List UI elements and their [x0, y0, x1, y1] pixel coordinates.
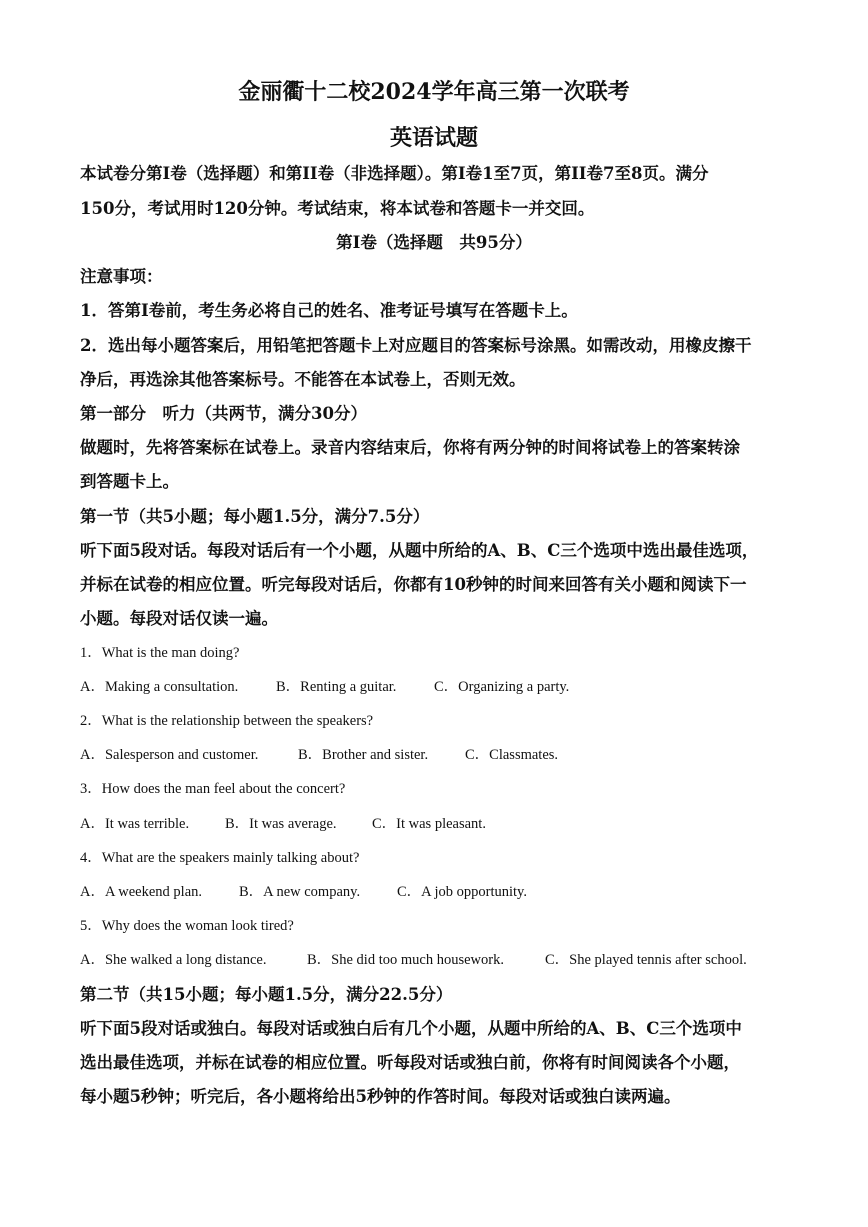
section1-heading: 第一节（共5小题；每小题1.5分，满分7.5分）	[80, 507, 430, 526]
question-1-option-b: B．Renting a guitar.	[276, 679, 397, 695]
section2-desc-line-1: 听下面5段对话或独白。每段对话或独白后有几个小题，从题中所给的A、B、C三个选项中	[80, 1019, 742, 1038]
question-3-option-a: A．It was terrible.	[80, 816, 190, 832]
notes-item-2-line-1: 2．选出每小题答案后，用铅笔把答题卡上对应题目的答案标号涂黑。如需改动，用橡皮擦干	[80, 336, 752, 355]
part1-heading: 第一部分 听力（共两节，满分30分）	[80, 404, 367, 423]
exam-subtitle: 英语试题	[389, 125, 478, 151]
question-2-option-b: B．Brother and sister.	[298, 747, 429, 763]
exam-title: 金丽衢十二校2024学年高三第一次联考	[238, 79, 630, 105]
question-2-text: 2．What is the relationship between the speakers?	[80, 713, 374, 729]
intro-line-2: 150分，考试用时120分钟。考试结束，将本试卷和答题卡一并交回。	[80, 199, 595, 218]
notes-item-2-line-2: 净后，再选涂其他答案标号。不能答在本试卷上，否则无效。	[80, 370, 526, 389]
question-5-option-a: A．She walked a long distance.	[80, 952, 267, 968]
section1-desc-line-2: 并标在试卷的相应位置。听完每段对话后，你都有10秒钟的时间来回答有关小题和阅读下一	[80, 575, 747, 594]
question-3-option-b: B．It was average.	[225, 816, 337, 832]
section1-desc-line-3: 小题。每段对话仅读一遍。	[80, 609, 278, 628]
question-2-option-c: C．Classmates.	[465, 747, 559, 763]
notes-heading: 注意事项：	[80, 267, 163, 286]
question-1-text: 1．What is the man doing?	[80, 645, 240, 661]
question-4-option-a: A．A weekend plan.	[80, 884, 203, 900]
part1-desc-line-2: 到答题卡上。	[80, 472, 179, 491]
section2-heading: 第二节（共15小题；每小题1.5分，满分22.5分）	[80, 985, 453, 1004]
question-3-option-c: C．It was pleasant.	[372, 816, 486, 832]
question-5-option-b: B．She did too much housework.	[307, 952, 504, 968]
question-3-text: 3．How does the man feel about the concert?	[80, 781, 346, 797]
part1-desc-line-1: 做题时，先将答案标在试卷上。录音内容结束后，你将有两分钟的时间将试卷上的答案转涂	[80, 438, 740, 457]
question-1-option-c: C．Organizing a party.	[434, 679, 570, 695]
intro-line-1: 本试卷分第I卷（选择题）和第II卷（非选择题）。第I卷1至7页，第II卷7至8页。满分	[80, 164, 709, 183]
section2-desc-line-2: 选出最佳选项，并标在试卷的相应位置。听每段对话或独白前，你将有时间阅读各个小题，	[80, 1053, 740, 1072]
question-5-text: 5．Why does the woman look tired?	[80, 918, 294, 934]
question-1-option-a: A．Making a consultation.	[80, 679, 239, 695]
section1-desc-line-1: 听下面5段对话。每段对话后有一个小题，从题中所给的A、B、C三个选项中选出最佳选项，	[80, 541, 759, 560]
question-2-option-a: A．Salesperson and customer.	[80, 747, 259, 763]
section2-desc-line-3: 每小题5秒钟；听完后，各小题将给出5秒钟的作答时间。每段对话或独白读两遍。	[80, 1087, 681, 1106]
question-5-option-c: C．She played tennis after school.	[545, 952, 747, 968]
question-4-text: 4．What are the speakers mainly talking about?	[80, 850, 360, 866]
question-4-option-c: C．A job opportunity.	[397, 884, 527, 900]
volume-heading: 第I卷（选择题 共95分）	[336, 233, 532, 252]
notes-item-1: 1．答第I卷前，考生务必将自己的姓名、准考证号填写在答题卡上。	[80, 301, 578, 320]
question-4-option-b: B．A new company.	[239, 884, 361, 900]
